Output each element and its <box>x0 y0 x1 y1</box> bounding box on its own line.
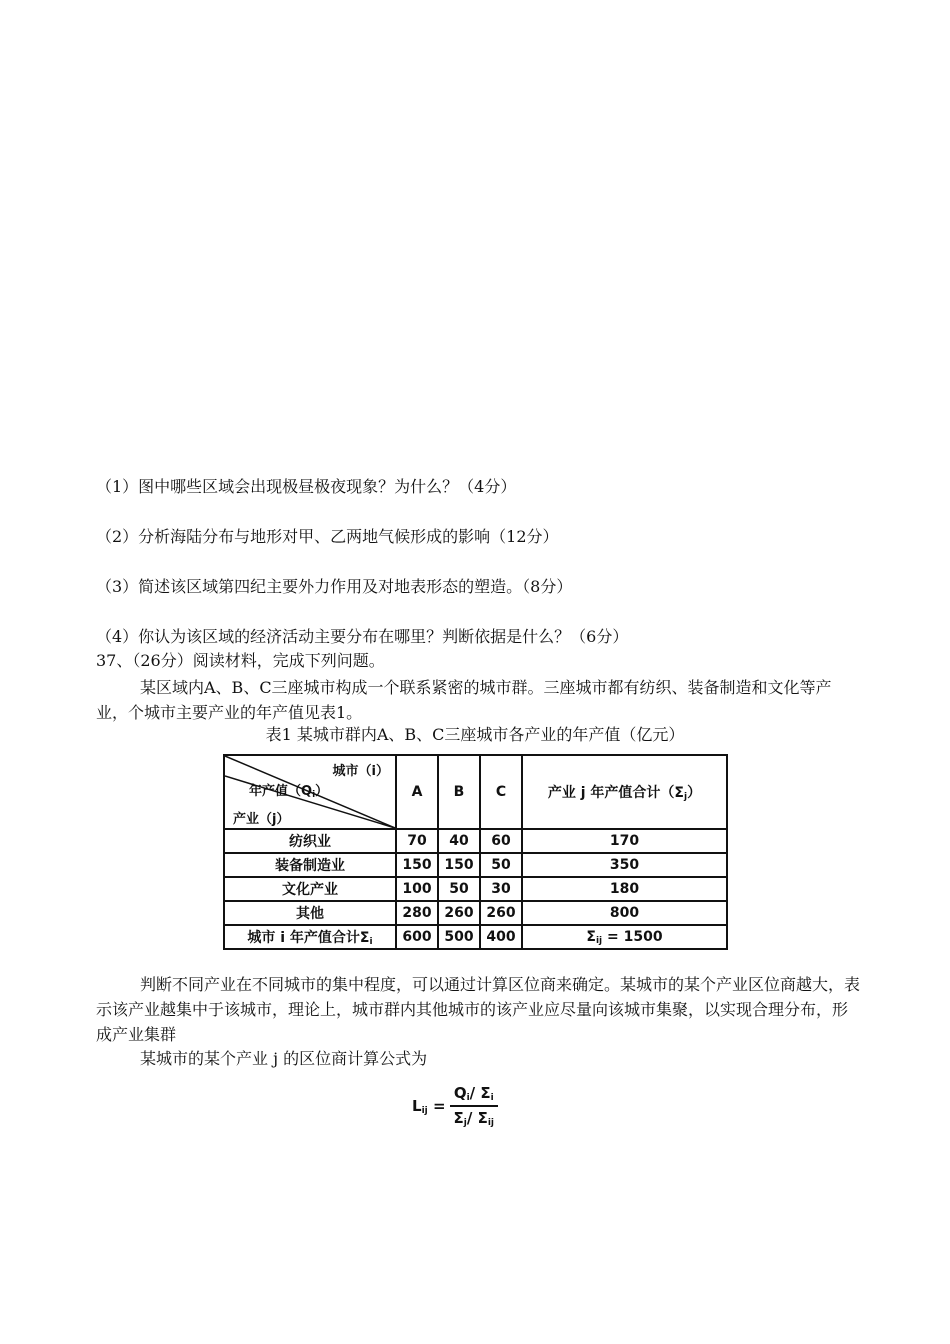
formula-lhs: $L_{ij}$ = <box>412 1096 446 1116</box>
material-paragraph-2: 判断不同产业在不同城市的集中程度，可以通过计算区位商来确定。某城市的某个产业区位商越大，表示该产业越集中于该城市，理论上，城市群内其他城市的该产业应尽量向该城市集聚，以实现合理分布，形成产业集群 <box>96 975 861 1044</box>
table-header-row <box>224 755 727 829</box>
col-header-b: B <box>438 755 480 829</box>
header-value-label: 年产值$(Q_i)$ <box>249 784 329 800</box>
question-3: （3）简述该区域第四纪主要外力作用及对地表形态的塑造。（8分） <box>96 577 573 596</box>
sum-total: $\Sigma_{ij} = 1500$ <box>522 925 727 949</box>
cell-b: 260 <box>438 901 480 925</box>
table-caption: 表1 某城市群内A、B、C三座城市各产业的年产值（亿元） <box>265 725 685 744</box>
row-name: 装备制造业 <box>224 853 396 877</box>
row-name: 文化产业 <box>224 877 396 901</box>
cell-c: 30 <box>480 877 522 901</box>
cell-c: 260 <box>480 901 522 925</box>
table-row <box>224 853 727 877</box>
question-1: （1）图中哪些区域会出现极昼极夜现象？为什么？（4分） <box>96 477 517 496</box>
table-sum-row <box>224 925 727 949</box>
formula-numerator: $Q_i/$ $\Sigma_i$ <box>450 1084 498 1107</box>
cell-c: 50 <box>480 853 522 877</box>
cell-total: 350 <box>522 853 727 877</box>
row-name: 其他 <box>224 901 396 925</box>
sum-row-name: 城市 i 年产值合计$\Sigma_i$ <box>224 925 396 949</box>
table-row <box>224 877 727 901</box>
cell-c: 60 <box>480 829 522 853</box>
cell-b: 150 <box>438 853 480 877</box>
table-row <box>224 901 727 925</box>
sum-c: 400 <box>480 925 522 949</box>
diagonal-header-cell <box>224 755 396 829</box>
material-paragraph-3: 某城市的某个产业 j 的区位商计算公式为 <box>140 1049 428 1068</box>
cell-total: 800 <box>522 901 727 925</box>
question-4: （4）你认为该区域的经济活动主要分布在哪里？判断依据是什么？（6分） <box>96 627 629 646</box>
cell-total: 180 <box>522 877 727 901</box>
cell-b: 50 <box>438 877 480 901</box>
material-paragraph-1: 某区域内A、B、C三座城市构成一个联系紧密的城市群。三座城市都有纺织、装备制造和文化等产业，个城市主要产业的年产值见表1。 <box>96 678 832 722</box>
cell-b: 40 <box>438 829 480 853</box>
table-row <box>224 829 727 853</box>
col-header-a: A <box>396 755 438 829</box>
cell-a: 150 <box>396 853 438 877</box>
question-2: （2）分析海陆分布与地形对甲、乙两地气候形成的影响（12分） <box>96 527 559 546</box>
sum-b: 500 <box>438 925 480 949</box>
row-name: 纺织业 <box>224 829 396 853</box>
sum-a: 600 <box>396 925 438 949</box>
cell-total: 170 <box>522 829 727 853</box>
header-industry-label: 产业（j） <box>233 812 290 827</box>
cell-a: 70 <box>396 829 438 853</box>
formula-denominator: $\Sigma_j/$ $\Sigma_{ij}$ <box>453 1109 494 1128</box>
cell-a: 280 <box>396 901 438 925</box>
header-city-label: 城市（i） <box>332 764 389 779</box>
col-header-total: 产业 j 年产值合计$(\Sigma_j)$ <box>522 755 727 829</box>
cell-a: 100 <box>396 877 438 901</box>
col-header-c: C <box>480 755 522 829</box>
question-37-heading: 37、（26分）阅读材料，完成下列问题。 <box>96 651 385 670</box>
industry-output-table <box>223 754 728 950</box>
location-quotient-formula <box>412 1084 498 1128</box>
formula-fraction <box>450 1084 498 1128</box>
